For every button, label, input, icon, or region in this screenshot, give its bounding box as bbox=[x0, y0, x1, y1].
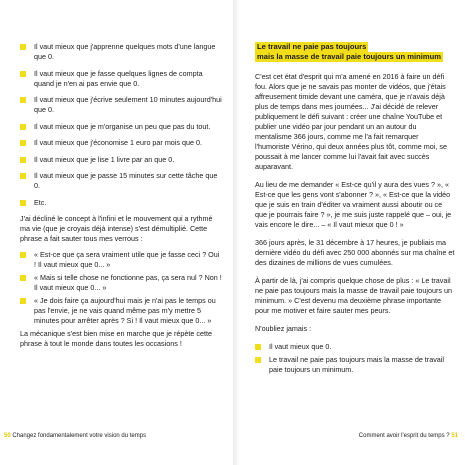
list-item: « Mais si telle chose ne fonctionne pas, ça sera nul ? Non ! Il vaut mieux que 0... » bbox=[20, 273, 222, 293]
body-paragraph: J'ai décliné le concept à l'infini et le mouvement qui a rythmé ma vie (que je croyais déjà intense) s'est démultiplié. Cette phrase a fait sauter tous mes verrous : bbox=[20, 214, 213, 243]
body-paragraph: Au lieu de me demander « Est-ce qu'il y aura des vues ? », « Est-ce que les gens vont s'abonner ? », « Est-ce que la vidéo que je suis en train d'éditer va vraiment aussi aboutir ou ce que je pourrais faire ? », je me suis juste rappelé que – oui, je vais encore le dire... – « Il vaut mieux que 0 ! » bbox=[255, 180, 452, 229]
list-item: « Est-ce que ça sera vraiment utile que je fasse ceci ? Oui ! Il vaut mieux que 0... » bbox=[20, 250, 222, 270]
bullet-square-icon bbox=[20, 298, 26, 304]
section-title-line-2: mais la masse de travail paie toujours un minimum bbox=[257, 52, 441, 61]
body-paragraph: C'est cet état d'esprit qui m'a amené en 2016 à faire un défi fou. Alors que je ne savais pas monter de vidéos, que j'étais affreusement timide devant une caméra, que je n'avais déjà plus de temps dans mes journées... J'ai décidé de relever publiquement le défi suivant : créer une chaîne YouTube et publier une vidéo par jour pendant un an autour du mentalisme 366 jours, comme me l'a fait remarquer l'humoriste Vérino, qui deux années plus tôt, comme moi, se poussait à me lancer comme lui l'avait fait avec succès auparavant. bbox=[255, 72, 447, 171]
list-item: Le travail ne paie pas toujours mais la masse de travail paie toujours un minimum. bbox=[255, 355, 455, 375]
list-item: Il vaut mieux que j'économise 1 euro par mois que 0. bbox=[20, 138, 222, 148]
section-title-line-1: Le travail ne paie pas toujours bbox=[257, 42, 367, 51]
list-item: Il vaut mieux que j'apprenne quelques mots d'une langue que 0. bbox=[20, 42, 222, 62]
bullet-square-icon bbox=[255, 344, 261, 350]
page-number: 51 bbox=[451, 433, 458, 439]
right-page bbox=[240, 0, 465, 465]
bullet-square-icon bbox=[20, 124, 26, 130]
bullet-square-icon bbox=[20, 252, 26, 258]
bullet-square-icon bbox=[20, 173, 26, 179]
bullet-square-icon bbox=[20, 157, 26, 163]
right-footer bbox=[359, 432, 458, 440]
body-paragraph: À partir de là, j'ai compris quelque chose de plus : « Le travail ne paie pas toujours mais la masse de travail paie toujours un minimum. » C'est devenu ma deuxième phrase importante pour me motiver et faire sauter mes peurs. bbox=[255, 276, 452, 315]
list-item: « Je dois faire ça aujourd'hui mais je n'ai pas le temps ou pas l'envie, je ne vais quand même pas m'y mettre 5 minutes pour arrêter après ? Si ! Il vaut mieux que 0... » bbox=[20, 296, 222, 326]
left-footer bbox=[4, 432, 146, 440]
right-bullet-list bbox=[255, 342, 455, 375]
list-item: Il vaut mieux que je lise 1 livre par an que 0. bbox=[20, 155, 222, 165]
bullet-square-icon bbox=[20, 71, 26, 77]
book-gutter bbox=[233, 0, 240, 465]
page-number: 50 bbox=[4, 433, 11, 439]
list-item: Il vaut mieux que j'écrive seulement 10 minutes aujourd'hui que 0. bbox=[20, 95, 222, 115]
bullet-square-icon bbox=[20, 200, 26, 206]
running-footer: Changez fondamentalement votre vision du temps bbox=[12, 433, 147, 439]
section-title bbox=[255, 42, 455, 62]
list-item: Etc. bbox=[20, 198, 222, 208]
list-item: Il vaut mieux que je passe 15 minutes sur cette tâche que 0. bbox=[20, 171, 222, 191]
bullet-square-icon bbox=[20, 97, 26, 103]
bullet-square-icon bbox=[20, 44, 26, 50]
body-paragraph: N'oubliez jamais : bbox=[255, 324, 312, 333]
list-item: Il vaut mieux que je fasse quelques lignes de compta quand je n'en ai pas envie que 0. bbox=[20, 69, 222, 89]
quote-bullet-list bbox=[20, 250, 222, 326]
bullet-square-icon bbox=[20, 275, 26, 281]
closing-paragraph: La mécanique s'est bien mise en marche que je répète cette phrase à tout le monde dans toutes les occasions ! bbox=[20, 329, 212, 348]
bullet-square-icon bbox=[20, 140, 26, 146]
body-paragraph: 366 jours après, le 31 décembre à 17 heures, je publiais ma dernière vidéo du défi avec 250 000 abonnés sur ma chaîne et des dizaines de millions de vues cumulées. bbox=[255, 238, 455, 267]
left-bullet-list bbox=[20, 42, 222, 208]
list-item: Il vaut mieux que je m'organise un peu que pas du tout. bbox=[20, 122, 222, 132]
list-item: Il vaut mieux que 0. bbox=[255, 342, 455, 352]
bullet-square-icon bbox=[255, 357, 261, 363]
running-footer: Comment avoir l'esprit du temps ? bbox=[358, 433, 450, 439]
